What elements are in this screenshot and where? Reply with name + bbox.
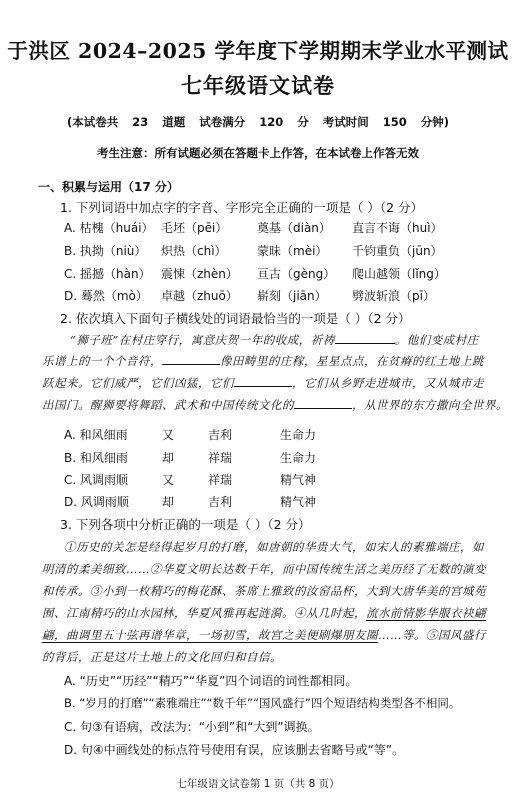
- q3-passage-line: 囿、江南精巧的山水园林，华夏风雅再起涟漪。④从几时起，流水前情影华服衣袂翩: [42, 606, 486, 620]
- q2-option-d-1: D. 风调雨顺: [64, 495, 129, 509]
- q3-option-a: A. “历史”“历经”“精巧”“华夏”四个词语的词性都相同。: [64, 674, 358, 688]
- q3-passage-line: 的背后，正是这片土地上的文化回归和自信。: [42, 650, 282, 664]
- q1-option-d-3: 崭刻（jiān）: [257, 289, 327, 303]
- q1-option-a-1: A. 枯槐（huái）: [64, 221, 154, 235]
- q3-stem: 3. 下列各项中分析正确的一项是（ ）（2 分）: [60, 517, 311, 532]
- q1-option-b-4: 千钧重负（jūn）: [352, 244, 443, 258]
- q1-option-a-3: 奠基（diàn）: [257, 221, 331, 235]
- q2-option-a-1: A. 和风细雨: [64, 428, 128, 442]
- q1-option-d-4: 劈波斩浪（pī）: [352, 289, 435, 303]
- q1-option-d-1: D. 蓦然（mò）: [64, 289, 148, 303]
- q3-passage-line: 和传承。③小到一枚精巧的梅花酥、茶席上雅致的汝窑品杯，大到大唐华美的宫城苑: [42, 584, 486, 598]
- q1-option-c-4: 爬山越领（lǐng）: [352, 267, 446, 281]
- q1-option-a-2: 毛坯（pēi）: [161, 221, 228, 235]
- q2-option-c-3: 祥瑞: [208, 473, 233, 487]
- q3-option-c: C. 句③有语病，改法为：“小到”和“大到”调换。: [64, 720, 320, 734]
- q3-passage-line: 翩，曲调里五十弦再谱华章，一场初雪，故宫之美便刷爆朋友圈……等。⑤国风盛行: [42, 628, 486, 642]
- q3-passage-line: 明清的柔美细致……②华夏文明长达数千年，而中国传统生活之美历经了无数的演变: [42, 562, 486, 576]
- q2-option-b-1: B. 和风细雨: [64, 451, 128, 465]
- section-heading: 一、积累与运用（17 分）: [38, 180, 179, 194]
- q2-passage-line: 出国门。醒狮要将舞蹈、武术和中国传统文化的 ，从世界的东方撒向全世界。: [42, 398, 508, 412]
- page-footer: 七年级语文试卷第 1 页（共 8 页）: [176, 778, 340, 790]
- q1-option-b-3: 蒙昧（mèi）: [257, 244, 328, 258]
- q2-option-b-4: 生命力: [280, 451, 317, 465]
- q2-stem: 2. 依次填入下面句子横线处的词语最恰当的一项是（ ）（2 分）: [60, 311, 411, 326]
- q1-option-d-2: 卓越（zhuō）: [161, 289, 238, 303]
- q1-option-a-4: 直言不诲（huì）: [352, 221, 443, 235]
- q2-option-c-4: 精气神: [280, 473, 317, 487]
- q2-option-d-4: 精气神: [280, 495, 317, 509]
- q1-option-c-1: C. 摇撼（hàn）: [64, 267, 151, 281]
- q2-option-b-3: 祥瑞: [208, 451, 233, 465]
- q2-option-a-3: 吉利: [208, 428, 233, 442]
- q2-option-b-2: 却: [162, 451, 175, 465]
- q2-option-d-3: 吉利: [208, 495, 233, 509]
- q1-option-c-3: 亘古（gèng）: [257, 267, 336, 281]
- q1-option-b-2: 炽热（chì）: [161, 244, 227, 258]
- q3-passage-line: ①历史的关怎是经得起岁月的打磨，如唐朝的华贵大气，如宋人的素雅端庄，如: [64, 540, 484, 554]
- q3-option-b: B. “岁月的打磨”“素雅端庄”“数千年”“国风盛行”四个短语结构类型各不相同。: [64, 696, 461, 710]
- q2-option-c-1: C. 风调雨顺: [64, 473, 129, 487]
- exam-title: 于洪区 2024–2025 学年度下学期期末学业水平测试: [7, 39, 509, 63]
- exam-subtitle: 七年级语文试卷: [181, 74, 335, 98]
- q1-stem: 1. 下列词语中加点字的字音、字形完全正确的一项是（ ）（2 分）: [60, 200, 424, 215]
- q1-option-b-1: B. 执拗（niù）: [64, 244, 147, 258]
- q2-passage-line: 乐谱上的一个个音符， 像田畴里的庄稼，星星点点，在贫瘠的红土地上跳: [42, 354, 484, 368]
- q2-option-d-2: 却: [162, 495, 175, 509]
- q2-passage-line: 跃起来。它们威严，它们凶猛，它们 ，它们从乡野走进城市，又从城市走: [42, 376, 484, 390]
- q3-option-d: D. 句④中画线处的标点符号使用有误，应该删去省略号或“等”。: [64, 743, 405, 757]
- q2-option-a-2: 又: [162, 428, 175, 442]
- q1-option-c-2: 震悚（zhèn）: [161, 267, 238, 281]
- exam-meta: (本试卷共 23 道题 试卷满分 120 分 考试时间 150 分钟): [66, 115, 450, 129]
- q2-passage-line: “狮子班”在村庄穿行，寓意庆贺一年的收成，祈祷 。他们变成村庄: [70, 333, 479, 347]
- q2-option-a-4: 生命力: [280, 428, 317, 442]
- exam-notice: 考生注意：所有试题必须在答题卡上作答，在本试卷上作答无效: [97, 146, 419, 160]
- q2-option-c-2: 又: [162, 473, 175, 487]
